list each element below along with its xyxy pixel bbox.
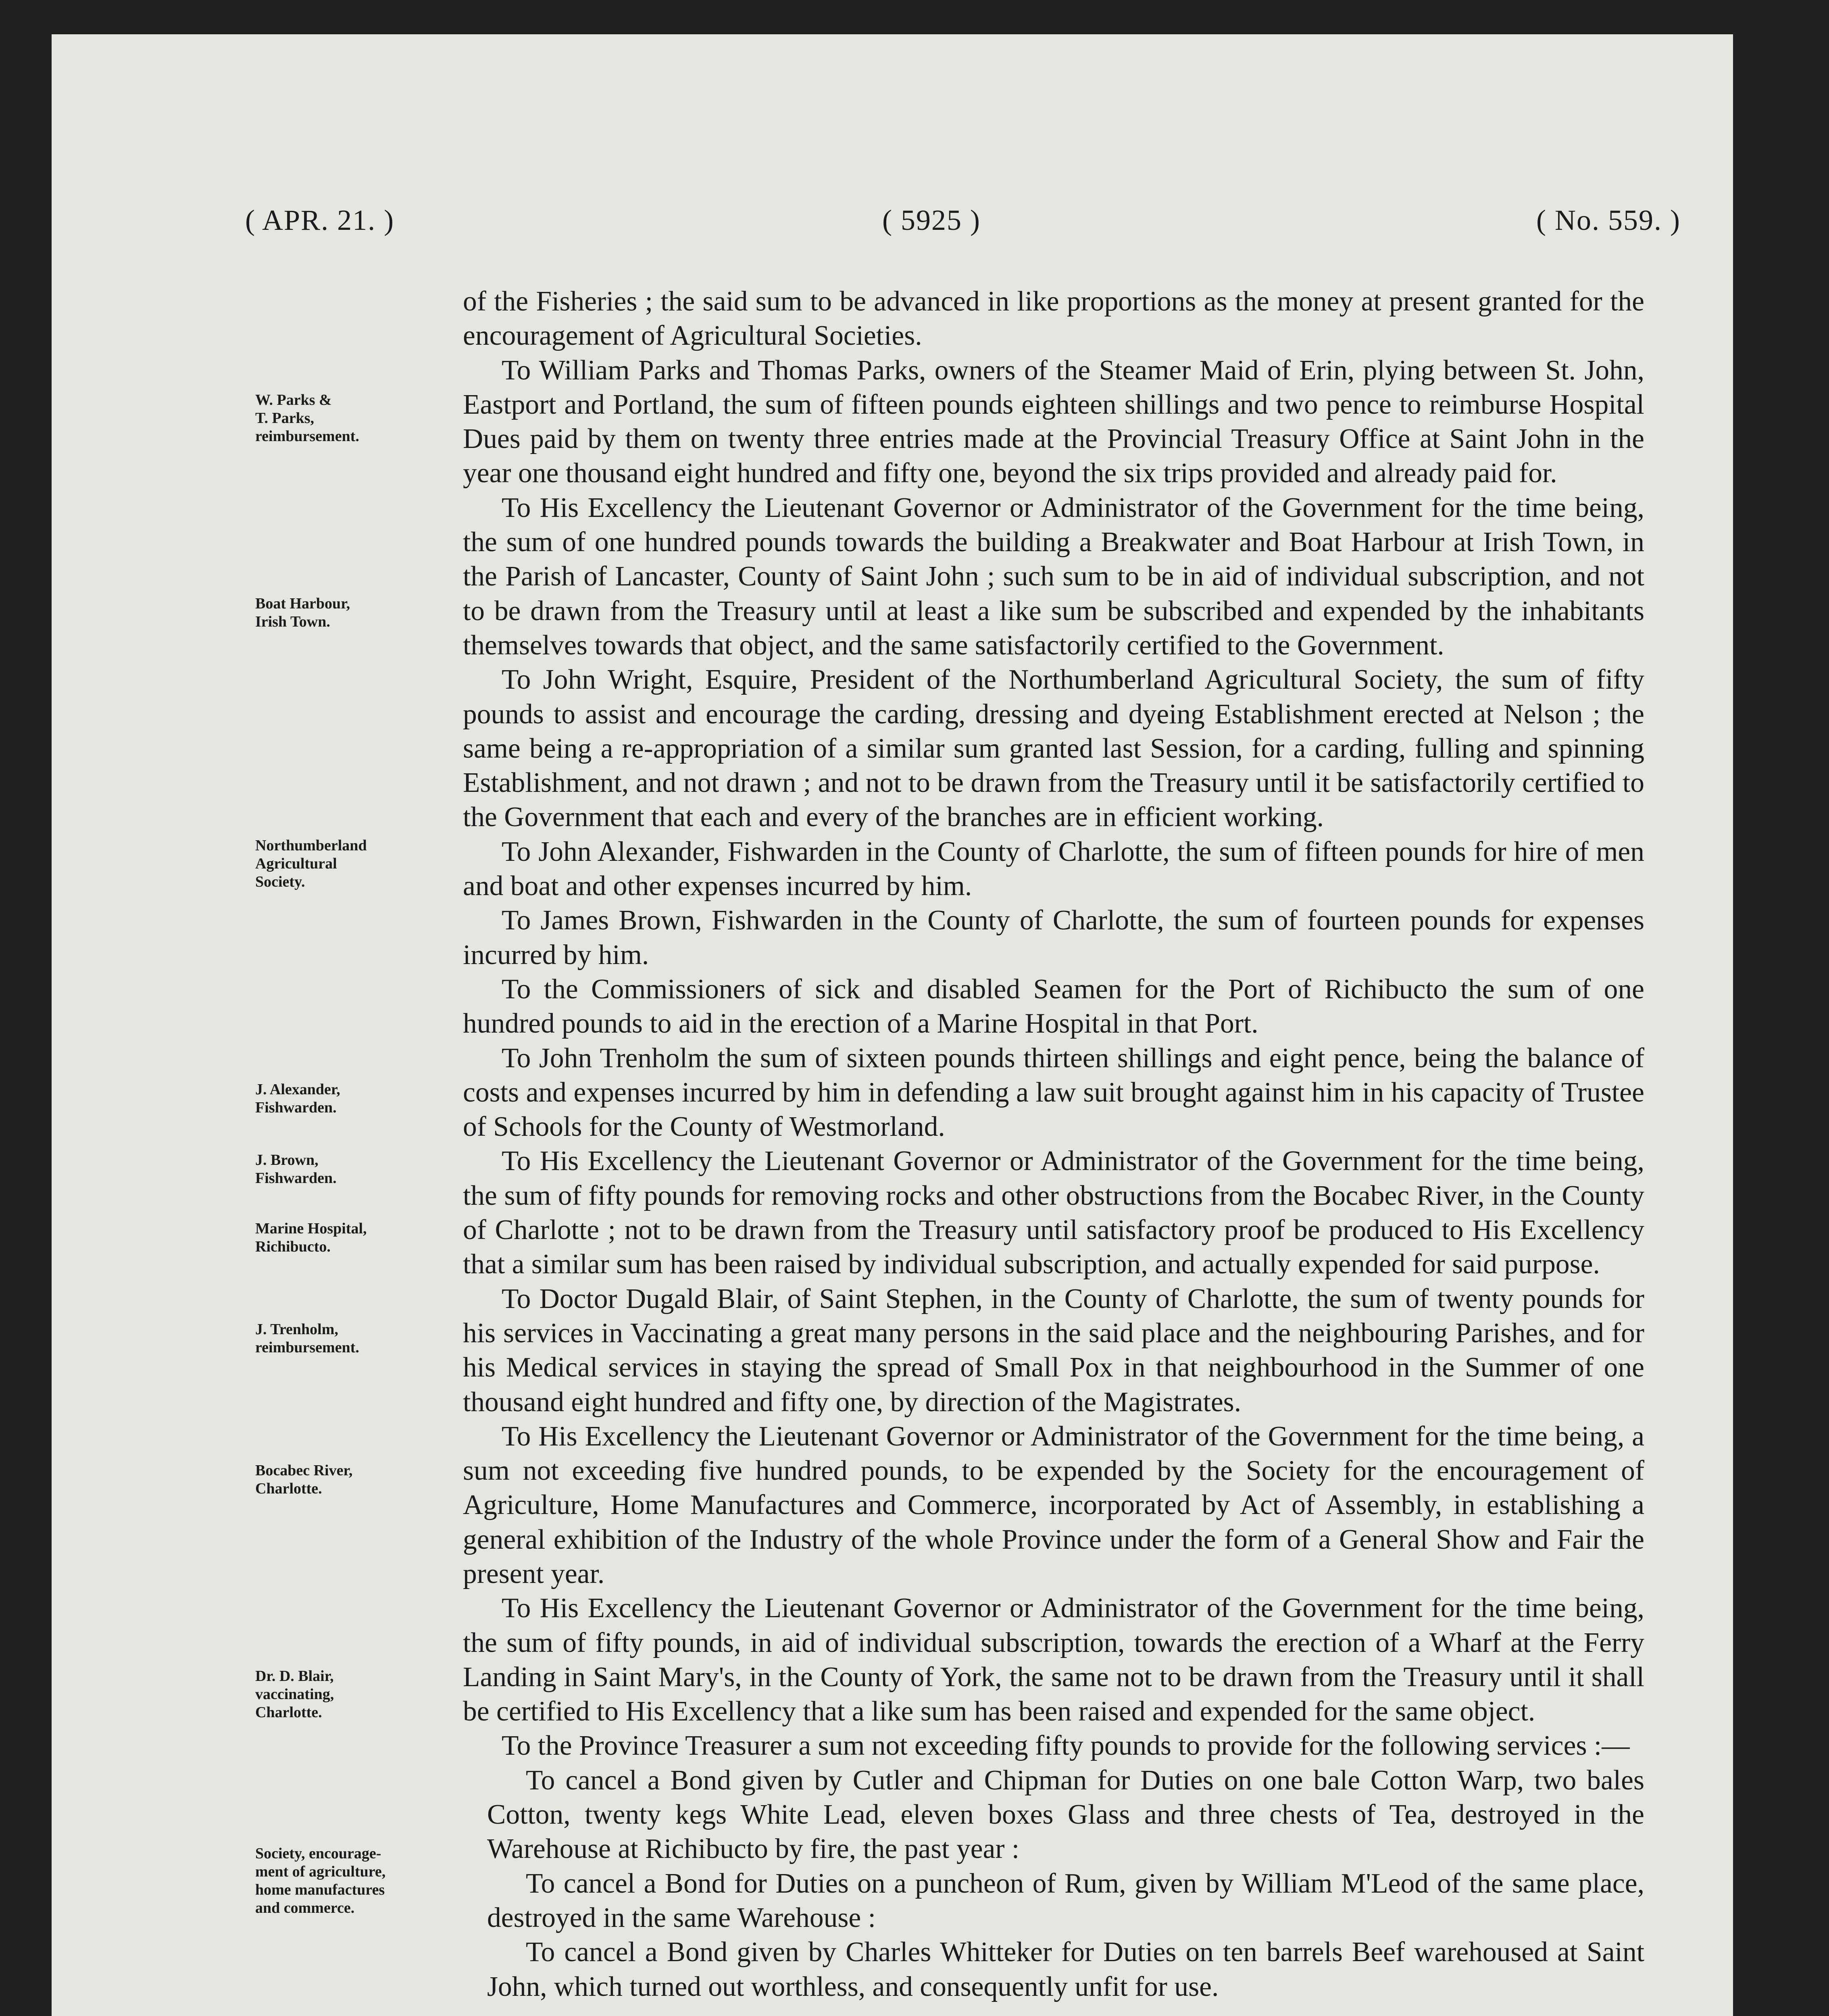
paragraph: To cancel a Bond given by Charles Whitteker for Duties on ten barrels Beef warehoused at Saint John, which turned out worthless, and consequently unfit for use. — [487, 1937, 1644, 2002]
marginal-note: Dr. D. Blair, vaccinating, Charlotte. — [255, 1668, 334, 1721]
paragraph: To cancel a Bond for Duties on a puncheon of Rum, given by William M'Leod of the same place, destroyed in the same Warehouse : — [487, 1868, 1644, 1933]
marginal-note: Northumberland Agricultural Society. — [255, 837, 367, 890]
paragraph: To the Commissioners of sick and disabled Seamen for the Port of Richibucto the sum of one hundred pounds to aid in the erection of a Marine Hospital in that Port. — [463, 973, 1644, 1039]
page-header — [245, 204, 1681, 260]
paragraph: To His Excellency the Lieutenant Governor or Administrator of the Government for the time being, the sum of fifty pounds for removing rocks and other obstructions from the Bocabec River, in the County of Charlotte ; not to be drawn from the Treasury until satisfactory proof be produced to His Excellency that a similar sum has been raised by individual subscription, and actually expended for said purpose. — [463, 1145, 1644, 1280]
marginal-note: Bocabec River, Charlotte. — [255, 1462, 353, 1497]
paragraph: To His Excellency the Lieutenant Governor or Administrator of the Government for the time being, the sum of one hundred pounds towards the building a Breakwater and Boat Harbour at Irish Town, in the Parish of Lancaster, County of Saint John ; such sum to be in aid of individual subscription, and not to be drawn from the Treasury until at least a like sum be subscribed and expended by the inhabitants themselves towards that object, and the same satisfactorily certified to the Government. — [463, 492, 1644, 661]
paragraph: To the Province Treasurer a sum not exceeding fifty pounds to provide for the following services :— — [502, 1730, 1630, 1762]
paragraph: To cancel a Bond given by Cutler and Chipman for Duties on one bale Cotton Warp, two bales Cotton, twenty kegs White Lead, eleven boxes Glass and three chests of Tea, destroyed in the Warehouse at Richibucto by fire, the past year : — [487, 1764, 1644, 1865]
marginal-note: Society, encourage- ment of agriculture, home manufactures and commerce. — [255, 1845, 386, 1916]
marginal-note: J. Alexander, Fishwarden. — [255, 1081, 340, 1116]
header-date: ( APR. 21. ) — [245, 204, 395, 236]
paragraph: To John Wright, Esquire, President of the Northumberland Agricultural Society, the sum of fifty pounds to assist and encourage the carding, dressing and dyeing Establishment erected at Nelson ; the same being a re-appropriation of a similar sum granted last Session, for a carding, fulling and spinning Establishment, and not drawn ; and not to be drawn from the Treasury until it be satisfactorily certified to the Government that each and every of the branches are in efficient working. — [463, 664, 1644, 833]
header-act-number: ( No. 559. ) — [1536, 204, 1681, 236]
body-text — [463, 284, 1644, 2004]
paragraph: To William Parks and Thomas Parks, owners of the Steamer Maid of Erin, plying between St. John, Eastport and Portland, the sum of fifteen pounds eighteen shillings and two pence to reimburse Hospital Dues paid by them on twenty three entries made at the Provincial Treasury Office at Saint John in the year one thousand eight hundred and fifty one, beyond the six trips provided and already paid for. — [463, 354, 1644, 489]
marginal-note: J. Trenholm, reimbursement. — [255, 1321, 359, 1356]
paragraph: To John Trenholm the sum of sixteen pounds thirteen shillings and eight pence, being the balance of costs and expenses incurred by him in defending a law suit brought against him in his capacity of Trustee of Schools for the County of Westmorland. — [463, 1042, 1644, 1143]
marginal-note: W. Parks & T. Parks, reimbursement. — [255, 392, 359, 445]
paragraph: To James Brown, Fishwarden in the County of Charlotte, the sum of fourteen pounds for expenses incurred by him. — [463, 905, 1644, 971]
marginal-note: Marine Hospital, Richibucto. — [255, 1220, 367, 1255]
paragraph: of the Fisheries ; the said sum to be advanced in like proportions as the money at present granted for the encouragement of Agricultural Societies. — [463, 286, 1644, 352]
paragraph: To Doctor Dugald Blair, of Saint Stephen, in the County of Charlotte, the sum of twenty pounds for his services in Vaccinating a great many persons in the said place and the neighbouring Parishes, and for his Medical services in staying the spread of Small Pox in that neighbourhood in the Summer of one thousand eight hundred and fifty one, by direction of the Magistrates. — [463, 1283, 1644, 1418]
marginal-note: Boat Harbour, Irish Town. — [255, 595, 350, 630]
document-page — [52, 34, 1733, 2016]
paragraph: To His Excellency the Lieutenant Governor or Administrator of the Government for the time being, the sum of fifty pounds, in aid of individual subscription, towards the erection of a Wharf at the Ferry Landing in Saint Mary's, in the County of York, the same not to be drawn from the Treasury until it shall be certified to His Excellency that a like sum has been raised and expended for the same object. — [463, 1593, 1644, 1727]
paragraph: To John Alexander, Fishwarden in the County of Charlotte, the sum of fifteen pounds for hire of men and boat and other expenses incurred by him. — [463, 836, 1644, 902]
paragraph: To His Excellency the Lieutenant Governor or Administrator of the Government for the time being, a sum not exceeding five hundred pounds, to be expended by the Society for the encouragement of Agriculture, Home Manufactures and Commerce, incorporated by Act of Assembly, in establishing a general exhibition of the Industry of the whole Province under the form of a General Show and Fair the present year. — [463, 1420, 1644, 1589]
header-page-number: ( 5925 ) — [882, 204, 981, 236]
marginal-note: J. Brown, Fishwarden. — [255, 1152, 337, 1187]
